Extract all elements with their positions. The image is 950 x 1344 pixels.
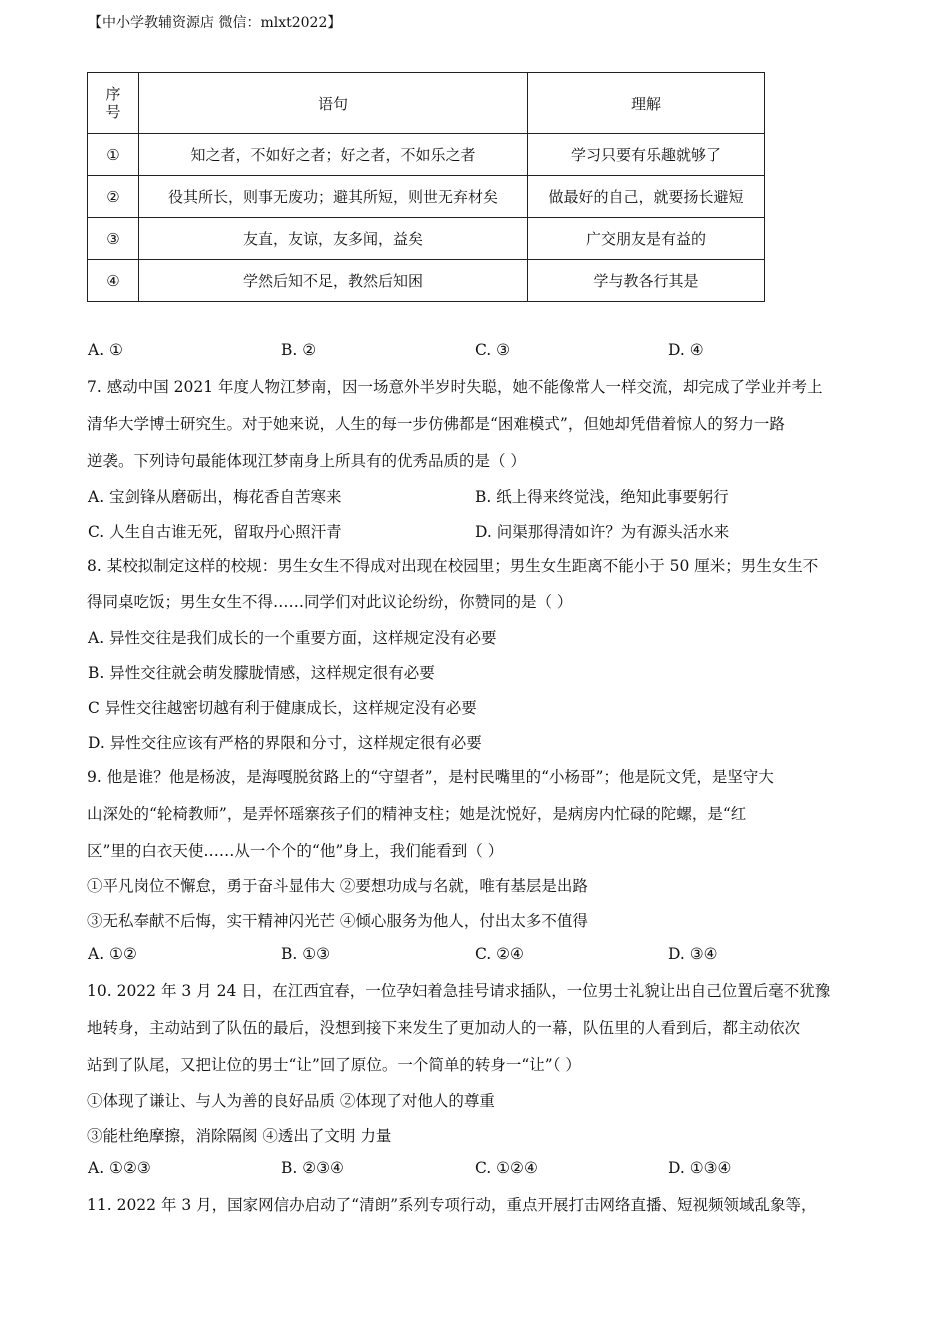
q10-stem-line: 站到了队尾，又把让位的男士“让”回了原位。一个简单的转身一“让”（ ） — [87, 1056, 581, 1074]
table-row — [88, 176, 765, 218]
row-understanding: 学习只要有乐趣就够了 — [528, 134, 765, 176]
q7-option-d: D. 问渠那得清如许？为有源头活水来 — [475, 523, 730, 541]
q8-option-d: D. 异性交往应该有严格的界限和分寸，这样规定很有必要 — [88, 734, 482, 752]
q9-statement-line: ①平凡岗位不懈怠，勇于奋斗显伟大 ②要想功成与名就，唯有基层是出路 — [87, 877, 588, 895]
row-index: ④ — [88, 260, 139, 302]
q10-stem-line: 10. 2022 年 3 月 24 日，在江西宜春，一位孕妇着急挂号请求插队，一位男士礼貌让出自己位置后毫不犹豫 — [87, 982, 831, 1000]
q7-option-c: C. 人生自古谁无死，留取丹心照汗青 — [88, 523, 342, 541]
q8-option-c: C 异性交往越密切越有利于健康成长，这样规定没有必要 — [88, 699, 477, 717]
page-header: 【中小学教辅资源店 微信：mlxt2022】 — [88, 15, 342, 31]
row-sentence: 役其所长，则事无废功；避其所短，则世无弃材矣 — [139, 176, 528, 218]
q8-option-b: B. 异性交往就会萌发朦胧情感，这样规定很有必要 — [88, 664, 435, 682]
q9-stem-line: 区”里的白衣天使……从一个个的“他”身上，我们能看到（ ） — [87, 842, 504, 860]
q10-statement-line: ③能杜绝摩擦，消除隔阂 ④透出了文明 力量 — [87, 1127, 392, 1145]
q9-option-d: D. ③④ — [668, 945, 718, 963]
sentence-table — [87, 72, 765, 302]
q10-stem-line: 地转身，主动站到了队伍的最后，没想到接下来发生了更加动人的一幕，队伍里的人看到后，都主动依次 — [87, 1019, 801, 1037]
q9-option-c: C. ②④ — [475, 945, 524, 963]
q9-option-b: B. ①③ — [281, 945, 331, 963]
row-understanding: 广交朋友是有益的 — [528, 218, 765, 260]
q6-option-a: A. ① — [88, 341, 123, 359]
q10-option-a: A. ①②③ — [88, 1159, 151, 1177]
q7-stem-line: 7. 感动中国 2021 年度人物江梦南，因一场意外半岁时失聪，她不能像常人一样交流，却完成了学业并考上 — [87, 378, 823, 396]
q10-option-b: B. ②③④ — [281, 1159, 344, 1177]
q10-option-c: C. ①②④ — [475, 1159, 538, 1177]
table-row — [88, 218, 765, 260]
row-sentence: 知之者，不如好之者；好之者，不如乐之者 — [139, 134, 528, 176]
table-row — [88, 134, 765, 176]
row-understanding: 做最好的自己，就要扬长避短 — [528, 176, 765, 218]
q9-option-a: A. ①② — [88, 945, 137, 963]
q9-stem-line: 山深处的“轮椅教师”，是弄怀瑶寨孩子们的精神支柱；她是沈悦好，是病房内忙碌的陀螺，是“红 — [87, 805, 747, 823]
q9-statement-line: ③无私奉献不后悔，实干精神闪光芒 ④倾心服务为他人，付出太多不值得 — [87, 912, 588, 930]
q7-stem-line: 逆袭。下列诗句最能体现江梦南身上所具有的优秀品质的是（ ） — [87, 452, 526, 470]
q7-stem-line: 清华大学博士研究生。对于她来说，人生的每一步仿佛都是“困难模式”，但她却凭借着惊人的努力一路 — [87, 415, 785, 433]
q10-statement-line: ①体现了谦让、与人为善的良好品质 ②体现了对他人的尊重 — [87, 1092, 495, 1110]
row-index: ③ — [88, 218, 139, 260]
q7-option-a: A. 宝剑锋从磨砺出，梅花香自苦寒来 — [88, 488, 342, 506]
header-sentence: 语句 — [139, 73, 528, 134]
row-sentence: 友直，友谅，友多闻，益矣 — [139, 218, 528, 260]
header-understanding: 理解 — [528, 73, 765, 134]
q8-stem-line: 8. 某校拟制定这样的校规：男生女生不得成对出现在校园里；男生女生距离不能小于 50 厘米；男生女生不 — [87, 557, 819, 575]
q11-stem-line: 11. 2022 年 3 月，国家网信办启动了“清朗”系列专项行动，重点开展打击网络直播、短视频领域乱象等， — [87, 1196, 817, 1214]
q7-option-b: B. 纸上得来终觉浅，绝知此事要躬行 — [475, 488, 729, 506]
table-header-row — [88, 73, 765, 134]
row-index: ① — [88, 134, 139, 176]
header-index: 序 号 — [88, 73, 139, 134]
q10-option-d: D. ①③④ — [668, 1159, 732, 1177]
row-index: ② — [88, 176, 139, 218]
row-sentence: 学然后知不足，教然后知困 — [139, 260, 528, 302]
q6-option-d: D. ④ — [668, 341, 704, 359]
q8-option-a: A. 异性交往是我们成长的一个重要方面，这样规定没有必要 — [88, 629, 497, 647]
row-understanding: 学与教各行其是 — [528, 260, 765, 302]
q6-option-c: C. ③ — [475, 341, 511, 359]
table-row — [88, 260, 765, 302]
q6-option-b: B. ② — [281, 341, 317, 359]
q8-stem-line: 得同桌吃饭；男生女生不得……同学们对此议论纷纷，你赞同的是（ ） — [87, 593, 573, 611]
q9-stem-line: 9. 他是谁？他是杨波，是海嘎脱贫路上的“守望者”，是村民嘴里的“小杨哥”；他是阮文凭，是坚守大 — [87, 768, 774, 786]
